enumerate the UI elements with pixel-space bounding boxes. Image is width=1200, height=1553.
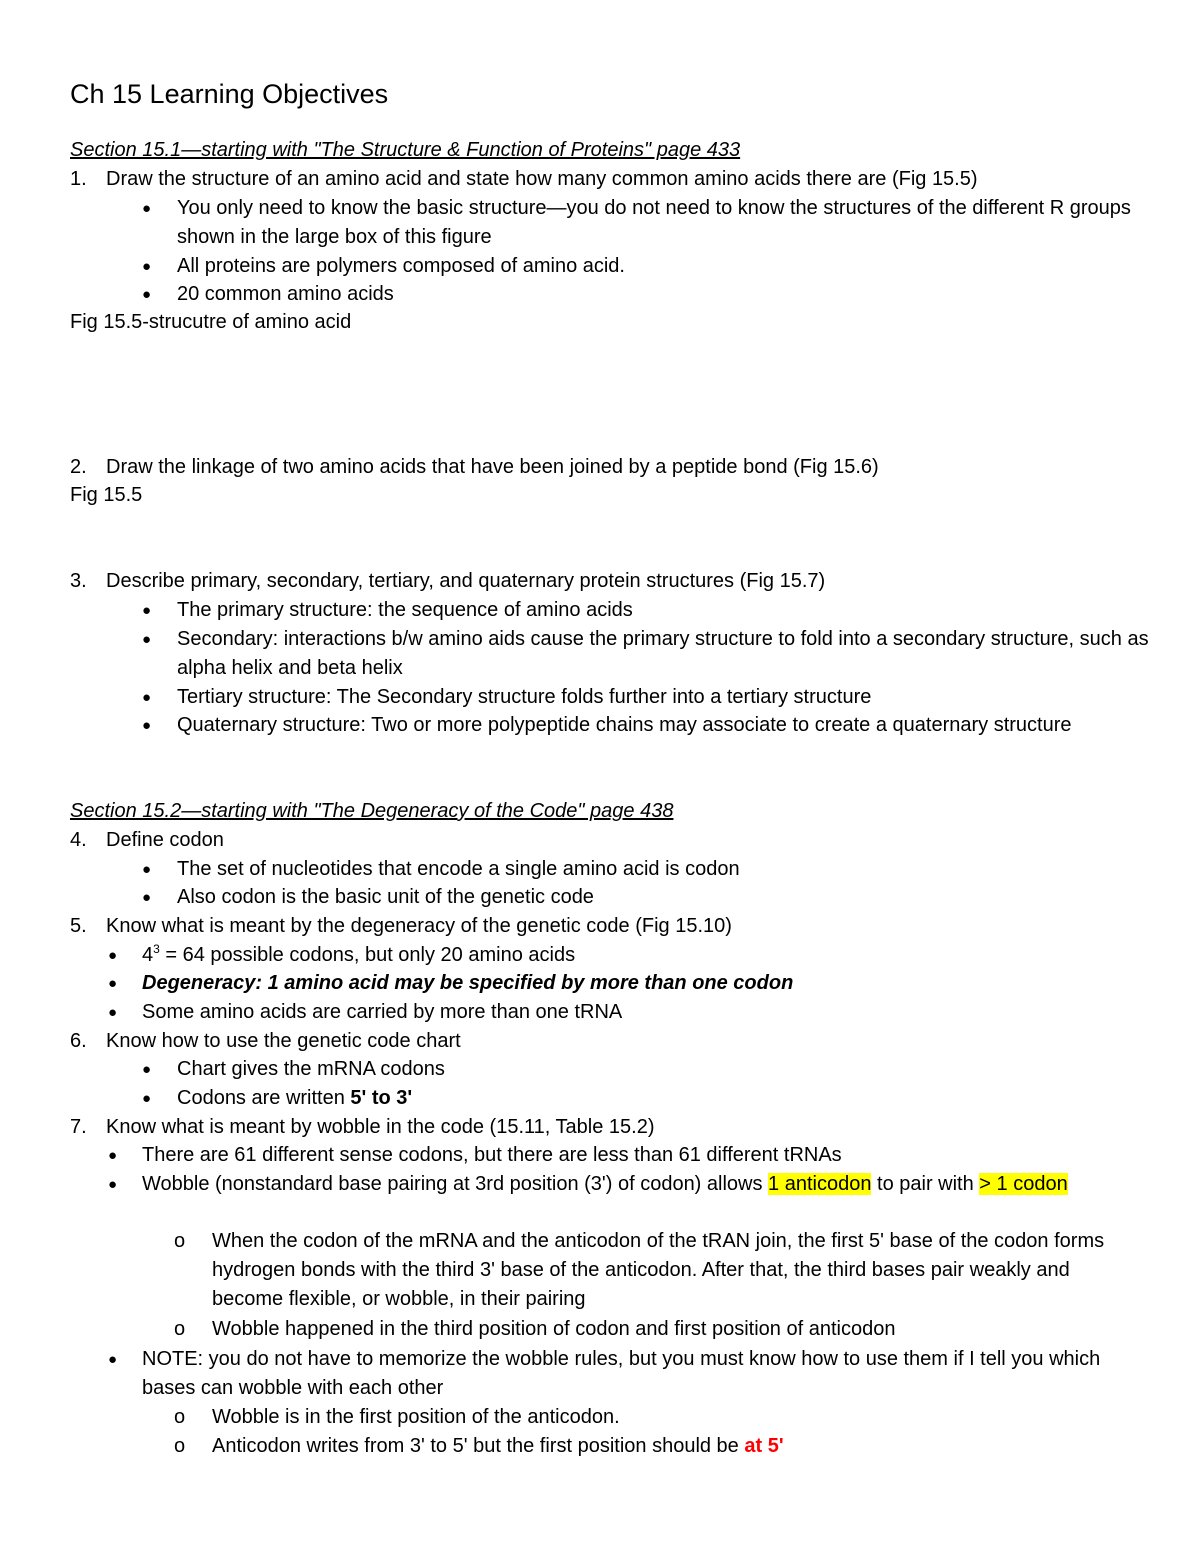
- sub-bullet-text: Wobble happened in the third position of codon and first position of anticodon: [212, 1318, 896, 1340]
- page-title: Ch 15 Learning Objectives: [70, 79, 389, 109]
- red-emphasis: at 5': [744, 1435, 784, 1457]
- objective-number: 7.: [70, 1116, 87, 1138]
- bullet-text-lead: Codons are written: [177, 1087, 351, 1109]
- bullet-icon: ●: [142, 631, 152, 648]
- objective-text: Describe primary, secondary, tertiary, and quaternary protein structures (Fig 15.7): [106, 570, 826, 592]
- bullet-text: There are 61 different sense codons, but there are less than 61 different tRNAs: [142, 1144, 842, 1166]
- objective-text: Know what is meant by wobble in the code (15.11, Table 15.2): [106, 1116, 655, 1138]
- objective-number: 6.: [70, 1030, 87, 1052]
- figure-caption: Fig 15.5-strucutre of amino acid: [70, 311, 352, 333]
- bullet-icon: ●: [108, 1351, 118, 1368]
- bullet-text: Chart gives the mRNA codons: [177, 1058, 445, 1080]
- bullet-text-lead: Wobble (nonstandard base pairing at 3rd position (3') of codon) allows: [142, 1173, 769, 1195]
- sub-bullet-text: [212, 1432, 1142, 1461]
- bullet-text-rest: = 64 possible codons, but only 20 amino acids: [159, 944, 576, 966]
- objective-text: Define codon: [106, 829, 224, 851]
- bullet-icon: ●: [142, 861, 152, 878]
- base-number: 4: [142, 944, 154, 966]
- bullet-text-mid: to pair with: [871, 1173, 980, 1195]
- figure-caption: Fig 15.5: [70, 484, 143, 506]
- highlight-anticodon: 1 anticodon: [768, 1173, 872, 1195]
- bullet-icon: ●: [108, 1004, 118, 1021]
- sub-bullet-text: When the codon of the mRNA and the anticodon of the tRAN join, the first 5' base of the codon forms hydrogen bonds with the third 3' base of the anticodon. After that, the third bases pair weakly and become flexible, or wobble, in their pairing: [212, 1230, 1105, 1310]
- bullet-text: 20 common amino acids: [177, 283, 394, 305]
- bullet-icon: ●: [142, 1061, 152, 1078]
- section-heading-15-1: Section 15.1—starting with "The Structure & Function of Proteins" page 433: [70, 139, 741, 161]
- bullet-icon: ●: [108, 947, 118, 964]
- bullet-icon: ●: [142, 717, 152, 734]
- bullet-text: Some amino acids are carried by more than one tRNA: [142, 1001, 623, 1023]
- bullet-text: Quaternary structure: Two or more polypeptide chains may associate to create a quaternary structure: [177, 714, 1072, 736]
- objective-number: 4.: [70, 829, 87, 851]
- highlight-codon: > 1 codon: [979, 1173, 1068, 1195]
- bullet-text: Secondary: interactions b/w amino aids cause the primary structure to fold into a secondary structure, such as alpha helix and beta helix: [177, 628, 1149, 679]
- sub-bullet-text-lead: Anticodon writes from 3' to 5' but the first position should be: [212, 1435, 745, 1457]
- bullet-text: Also codon is the basic unit of the genetic code: [177, 886, 594, 908]
- bullet-text: Tertiary structure: The Secondary structure folds further into a tertiary structure: [177, 686, 872, 708]
- bullet-text: The primary structure: the sequence of amino acids: [177, 599, 633, 621]
- bullet-text: NOTE: you do not have to memorize the wobble rules, but you must know how to use them if I tell you which bases can wobble with each other: [142, 1348, 1101, 1399]
- objective-text: Draw the structure of an amino acid and state how many common amino acids there are (Fig 15.5): [106, 168, 978, 190]
- bullet-text: All proteins are polymers composed of amino acid.: [177, 255, 625, 277]
- bullet-icon: ●: [108, 1147, 118, 1164]
- bullet-text: [177, 1084, 1187, 1113]
- exponent: 3: [153, 942, 160, 956]
- bullet-icon: ●: [142, 689, 152, 706]
- bullet-icon: ●: [142, 200, 152, 217]
- bullet-icon: ●: [142, 258, 152, 275]
- objective-text: Draw the linkage of two amino acids that have been joined by a peptide bond (Fig 15.6): [106, 456, 879, 478]
- circle-bullet-icon: o: [174, 1435, 186, 1457]
- objective-number: 2.: [70, 456, 87, 478]
- bullet-icon: ●: [142, 889, 152, 906]
- circle-bullet-icon: o: [174, 1406, 186, 1428]
- bullet-text-bold: 5' to 3': [350, 1087, 413, 1109]
- circle-bullet-icon: o: [174, 1318, 186, 1340]
- bullet-text-emphasis: Degeneracy: 1 amino acid may be specified by more than one codon: [142, 972, 794, 994]
- bullet-icon: ●: [142, 1090, 152, 1107]
- bullet-text: The set of nucleotides that encode a single amino acid is codon: [177, 858, 740, 880]
- bullet-text: [142, 1170, 1142, 1199]
- objective-number: 1.: [70, 168, 87, 190]
- bullet-icon: ●: [142, 286, 152, 303]
- objective-text: Know how to use the genetic code chart: [106, 1030, 461, 1052]
- objective-text: Know what is meant by the degeneracy of the genetic code (Fig 15.10): [106, 915, 732, 937]
- sub-bullet-text: Wobble is in the first position of the anticodon.: [212, 1406, 620, 1428]
- objective-number: 3.: [70, 570, 87, 592]
- bullet-text: [142, 941, 1142, 970]
- section-heading-15-2: Section 15.2—starting with "The Degeneracy of the Code" page 438: [70, 800, 674, 822]
- bullet-icon: ●: [142, 602, 152, 619]
- bullet-icon: ●: [108, 975, 118, 992]
- bullet-text: You only need to know the basic structure—you do not need to know the structures of the different R groups shown in the large box of this figure: [177, 197, 1131, 248]
- objective-number: 5.: [70, 915, 87, 937]
- bullet-icon: ●: [108, 1176, 118, 1193]
- circle-bullet-icon: o: [174, 1230, 186, 1252]
